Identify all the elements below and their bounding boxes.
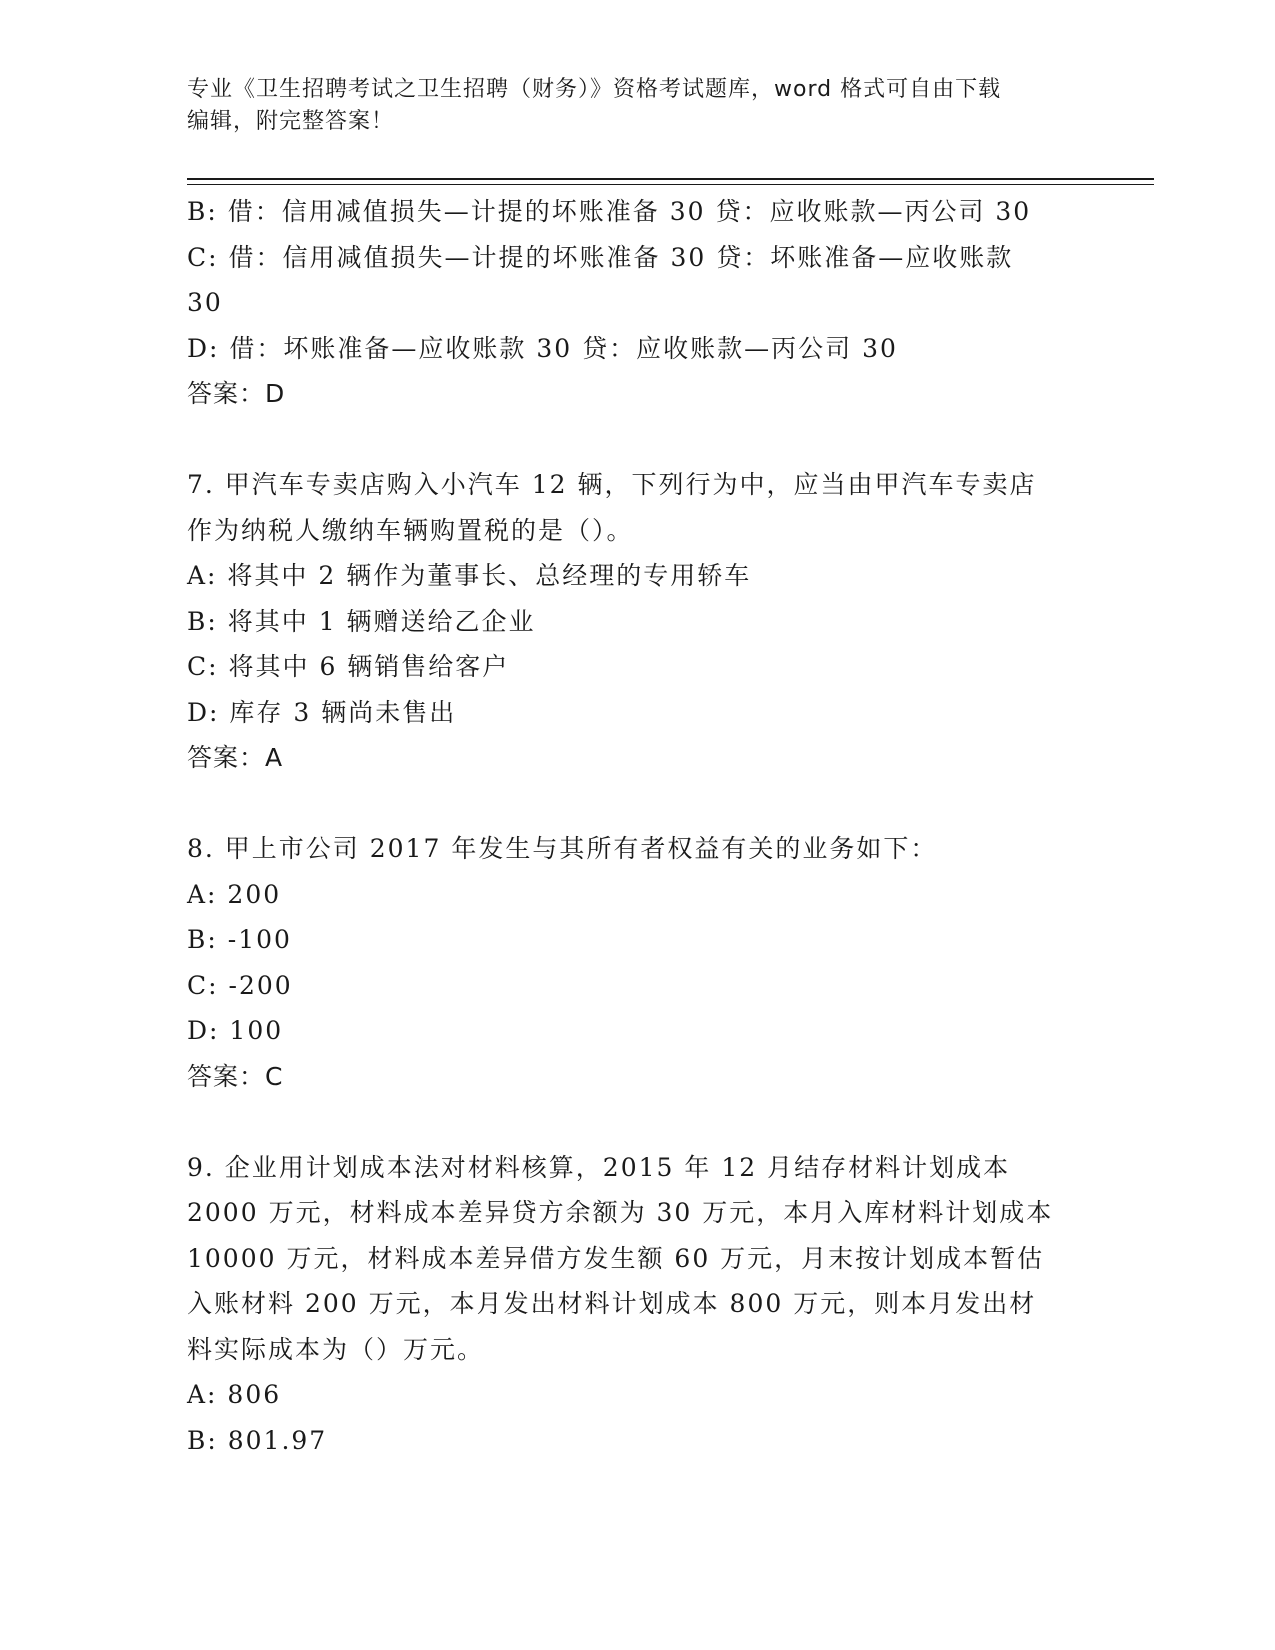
q7-stem-line-1: 7. 甲汽车专卖店购入小汽车 12 辆，下列行为中，应当由甲汽车专卖店	[187, 470, 1037, 499]
header-line-1: 专业《卫生招聘考试之卫生招聘（财务）》资格考试题库，word 格式可自由下载	[187, 77, 1002, 102]
q9-stem-line-4: 入账材料 200 万元，本月发出材料计划成本 800 万元，则本月发出材	[187, 1289, 1037, 1318]
q8-option-a: A: 200	[187, 879, 282, 909]
q8-option-d: D: 100	[187, 1016, 284, 1045]
spacer	[187, 781, 1087, 827]
q7-option-c: C: 将其中 6 辆销售给客户	[187, 652, 510, 681]
question-9	[187, 1145, 1087, 1464]
document-header	[187, 74, 1087, 138]
question-7	[187, 462, 1087, 781]
document-body	[187, 189, 1087, 1463]
q9-option-b: B: 801.97	[187, 1425, 328, 1455]
q7-option-a: A: 将其中 2 辆作为董事长、总经理的专用轿车	[187, 561, 752, 590]
header-rule-thick	[187, 178, 1154, 180]
header-line-2: 编辑，附完整答案！	[187, 109, 395, 134]
q6-option-c-wrap: 30	[187, 288, 223, 317]
header-rule-thin	[187, 184, 1154, 185]
q9-stem-line-2: 2000 万元，材料成本差异贷方余额为 30 万元，本月入库材料计划成本	[187, 1198, 1054, 1227]
q6-option-d: D: 借：坏账准备—应收账款 30 贷：应收账款—丙公司 30	[187, 333, 898, 363]
q9-stem-line-5: 料实际成本为（）万元。	[187, 1334, 485, 1364]
q6-option-b: B: 借：信用减值损失—计提的坏账准备 30 贷：应收账款—丙公司 30	[187, 197, 1032, 226]
q9-stem-line-3: 10000 万元，材料成本差异借方发生额 60 万元，月末按计划成本暂估	[187, 1243, 1045, 1273]
q7-option-b: B: 将其中 1 辆赠送给乙企业	[187, 606, 536, 636]
q9-option-a: A: 806	[187, 1380, 282, 1409]
q7-answer: 答案：A	[187, 743, 284, 772]
q8-option-b: B: -100	[187, 925, 292, 954]
spacer	[187, 417, 1087, 463]
question-8	[187, 826, 1087, 1099]
q6-answer: 答案：D	[187, 379, 286, 408]
question-6-tail	[187, 189, 1087, 417]
q8-option-c: C: -200	[187, 970, 293, 1000]
spacer	[187, 1099, 1087, 1145]
q8-stem-line-1: 8. 甲上市公司 2017 年发生与其所有者权益有关的业务如下：	[187, 834, 938, 863]
q8-answer: 答案：C	[187, 1061, 284, 1091]
q7-stem-line-2: 作为纳税人缴纳车辆购置税的是（）。	[187, 515, 634, 545]
q6-option-c: C: 借：信用减值损失—计提的坏账准备 30 贷：坏账准备—应收账款	[187, 242, 1014, 272]
q7-option-d: D: 库存 3 辆尚未售出	[187, 697, 457, 727]
q9-stem-line-1: 9. 企业用计划成本法对材料核算，2015 年 12 月结存材料计划成本	[187, 1152, 1011, 1182]
